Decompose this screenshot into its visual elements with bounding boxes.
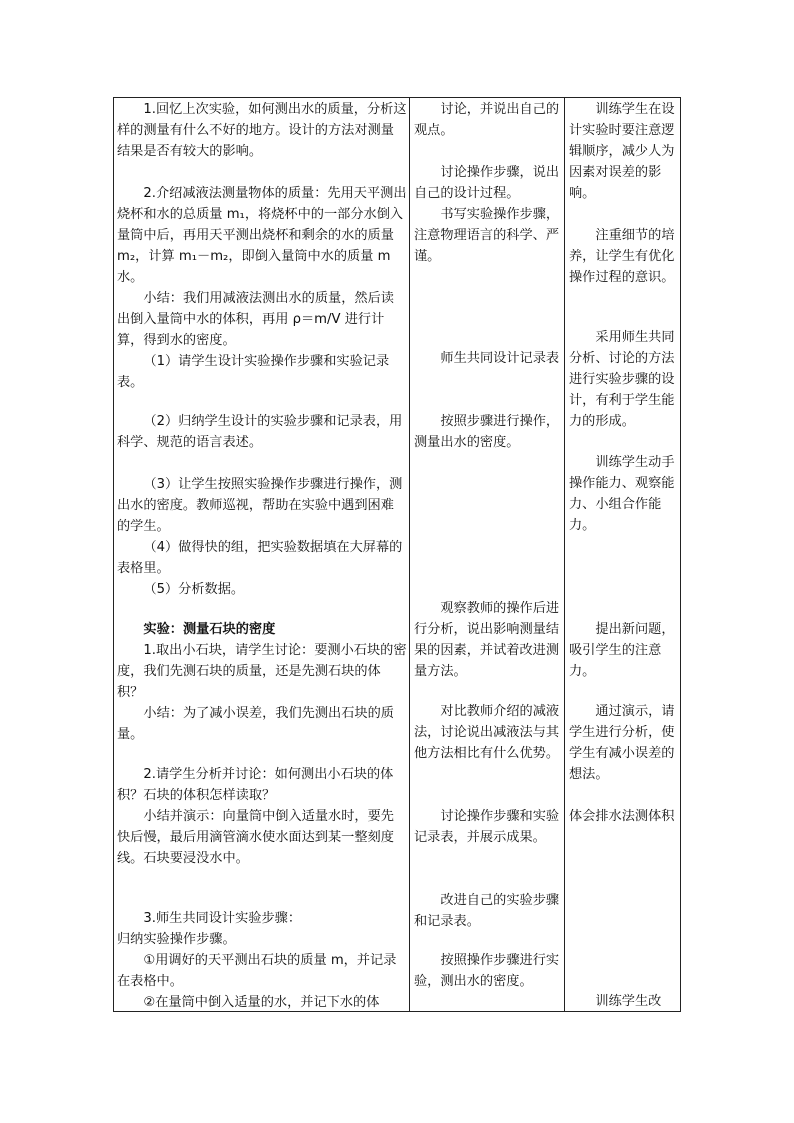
teacher-section-1	[117, 99, 407, 162]
intent-note: 通过演示，请学生进行分析，使学生有减小误差的想法。	[569, 704, 675, 782]
student-note: 按照操作步骤进行实验，测出水的密度。	[414, 953, 560, 989]
teacher-section-6	[117, 764, 407, 869]
paragraph: 2.介绍减液法测量物体的质量：先用天平测出烧杯和水的总质量 m₁，将烧杯中的一部分水倒入量筒中后，再用天平测出烧杯和剩余的水的质量 m₂，计算 m₁－m₂，即倒入量筒中水的质量 m水。	[117, 186, 407, 285]
intent-note: 训练学生在设计实验时要注意逻辑顺序，减少人为因素对误差的影响。	[569, 102, 675, 201]
intent-note: 注重细节的培养，让学生有优化操作过程的意识。	[569, 228, 675, 285]
student-note: 按照步骤进行操作，测量出水的密度。	[414, 414, 560, 450]
lesson-plan-table	[113, 97, 681, 1012]
student-note: 讨论，并说出自己的观点。	[414, 102, 560, 138]
student-note: 师生共同设计记录表	[440, 351, 560, 366]
teacher-section-2	[117, 183, 407, 393]
teacher-section-4	[117, 474, 407, 600]
teacher-section-5	[117, 619, 407, 745]
student-note: 观察教师的操作后进行分析，说出影响测量结果的因素，并试着改进测量方法。	[414, 601, 560, 679]
table-row	[114, 98, 681, 1012]
student-note: 对比教师介绍的减液法，讨论说出减液法与其他方法相比有什么优势。	[414, 704, 560, 761]
paragraph: 归纳实验操作步骤。	[117, 932, 236, 947]
paragraph: 小结并演示：向量筒中倒入适量水时，要先快后慢，最后用滴管滴水使水面达到某一整刻度线。石块要浸没水中。	[117, 809, 394, 866]
design-intent-column	[565, 98, 681, 1012]
paragraph: 小结：为了减小误差，我们先测出石块的质量。	[117, 706, 394, 742]
teacher-section-3	[117, 411, 407, 453]
teacher-activity-column	[114, 98, 410, 1012]
paragraph: ①用调好的天平测出石块的质量 m，并记录在表格中。	[117, 953, 397, 989]
student-note: 书写实验操作步骤，注意物理语言的科学、严谨。	[414, 207, 560, 264]
paragraph: 小结：我们用减液法测出水的质量，然后读出倒入量筒中水的体积，再用 ρ＝m/V 进行计算，得到水的密度。	[117, 291, 394, 348]
section-heading: 实验：测量石块的密度	[143, 622, 276, 637]
student-note: 讨论操作步骤，说出自己的设计过程。	[414, 165, 560, 201]
intent-note: 训练学生改	[595, 994, 662, 1009]
paragraph: 1.取出小石块，请学生讨论：要测小石块的密度，我们先测石块的质量，还是先测石块的体积？	[117, 643, 407, 700]
paragraph: （5）分析数据。	[143, 582, 245, 597]
intent-note: 训练学生动手操作能力、观察能力、小组合作能力。	[569, 455, 675, 533]
teacher-section-7	[117, 908, 407, 1011]
student-note: 改进自己的实验步骤和记录表。	[414, 893, 560, 929]
paragraph: （3）让学生按照实验操作步骤进行操作，测出水的密度。教师巡视，帮助在实验中遇到困难的学生。	[117, 477, 403, 534]
paragraph: 3.师生共同设计实验步骤：	[143, 911, 302, 926]
paragraph: （4）做得快的组，把实验数据填在大屏幕的表格里。	[117, 540, 403, 576]
paragraph: 1.回忆上次实验，如何测出水的质量，分析这样的测量有什么不好的地方。设计的方法对测量结果是否有较大的影响。	[117, 102, 407, 159]
paragraph: （1）请学生设计实验操作步骤和实验记录表。	[117, 354, 390, 390]
intent-note: 体会排水法测体积	[569, 809, 675, 824]
paragraph: 2.请学生分析并讨论：如何测出小石块的体积？石块的体积怎样读取？	[117, 767, 394, 803]
student-note: 讨论操作步骤和实验记录表，并展示成果。	[414, 809, 560, 845]
intent-note: 采用师生共同分析、讨论的方法进行实验步骤的设计，有利于学生能力的形成。	[569, 330, 675, 429]
paragraph: ②在量筒中倒入适量的水，并记下水的体	[143, 995, 380, 1010]
paragraph: （2）归纳学生设计的实验步骤和记录表，用科学、规范的语言表述。	[117, 414, 403, 450]
student-activity-column	[410, 98, 565, 1012]
intent-note: 提出新问题，吸引学生的注意力。	[569, 622, 675, 679]
